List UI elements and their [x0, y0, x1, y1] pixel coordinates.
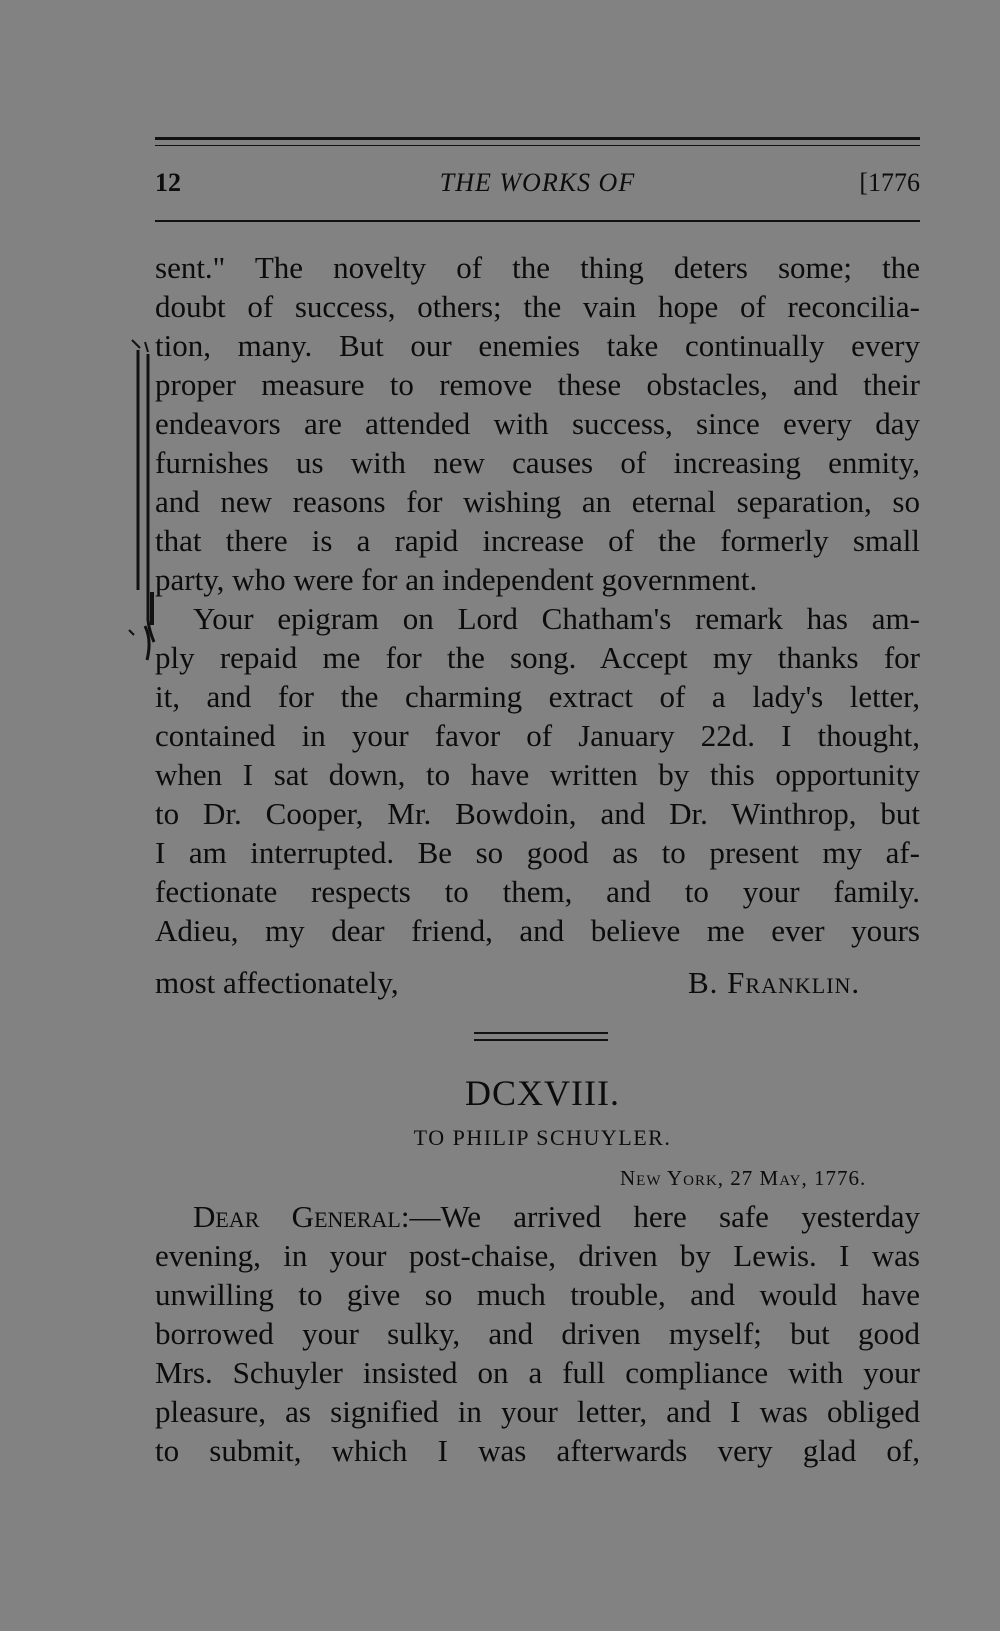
- body-line: borrowed your sulky, and driven myself; but good: [155, 1316, 920, 1351]
- salutation: Dear General: [193, 1199, 401, 1234]
- header-rule-top-thin: [155, 145, 920, 146]
- body-line: Your epigram on Lord Chatham's remark has am-: [193, 601, 920, 636]
- body-line: doubt of success, others; the vain hope of reconcilia-: [155, 289, 920, 324]
- body-line: to Dr. Cooper, Mr. Bowdoin, and Dr. Winthrop, but: [155, 796, 920, 831]
- body-line: that there is a rapid increase of the formerly small: [155, 523, 920, 558]
- body-line: evening, in your post-chaise, driven by Lewis. I was: [155, 1238, 920, 1273]
- body-line: it, and for the charming extract of a lady's letter,: [155, 679, 920, 714]
- body-line: to submit, which I was afterwards very glad of,: [155, 1433, 920, 1468]
- body-line: endeavors are attended with success, since every day: [155, 406, 920, 441]
- body-line: furnishes us with new causes of increasing enmity,: [155, 445, 920, 480]
- body-line: pleasure, as signified in your letter, and I was obliged: [155, 1394, 920, 1429]
- running-header: [155, 168, 920, 208]
- header-year: [1776: [859, 168, 920, 197]
- signature: B. Franklin.: [688, 965, 861, 1000]
- section-divider: [474, 1032, 608, 1034]
- body-line: [155, 1197, 920, 1236]
- closing-phrase: most affectionately,: [155, 965, 399, 1000]
- page-number: 12: [155, 168, 181, 197]
- salutation-continuation: :—We arrived here safe yesterday: [400, 1199, 920, 1234]
- body-line: fectionate respects to them, and to your family.: [155, 874, 920, 909]
- body-line: Adieu, my dear friend, and believe me ever yours: [155, 913, 920, 948]
- body-line: when I sat down, to have written by this opportunity: [155, 757, 920, 792]
- margin-bracket-mark: [118, 330, 158, 680]
- header-rule-bottom: [155, 220, 920, 222]
- section-divider-lower: [474, 1039, 608, 1041]
- body-line: party, who were for an independent government.: [155, 562, 758, 597]
- body-line: and new reasons for wishing an eternal separation, so: [155, 484, 920, 519]
- dateline: New York, 27 May, 1776.: [620, 1166, 867, 1190]
- body-line: I am interrupted. Be so good as to present my af-: [155, 835, 920, 870]
- running-title: THE WORKS OF: [439, 168, 636, 197]
- body-line: Mrs. Schuyler insisted on a full compliance with your: [155, 1355, 920, 1390]
- body-line: sent." The novelty of the thing deters some; the: [155, 250, 920, 285]
- body-line: proper measure to remove these obstacles, and their: [155, 367, 920, 402]
- body-line: contained in your favor of January 22d. I thought,: [155, 718, 920, 753]
- addressee: TO PHILIP SCHUYLER.: [413, 1125, 672, 1150]
- body-line: tion, many. But our enemies take continually every: [155, 328, 920, 363]
- body-line: unwilling to give so much trouble, and would have: [155, 1277, 920, 1312]
- body-line: ply repaid me for the song. Accept my thanks for: [155, 640, 920, 675]
- header-rule-top: [155, 137, 920, 140]
- letter-number: DCXVIII.: [465, 1073, 620, 1113]
